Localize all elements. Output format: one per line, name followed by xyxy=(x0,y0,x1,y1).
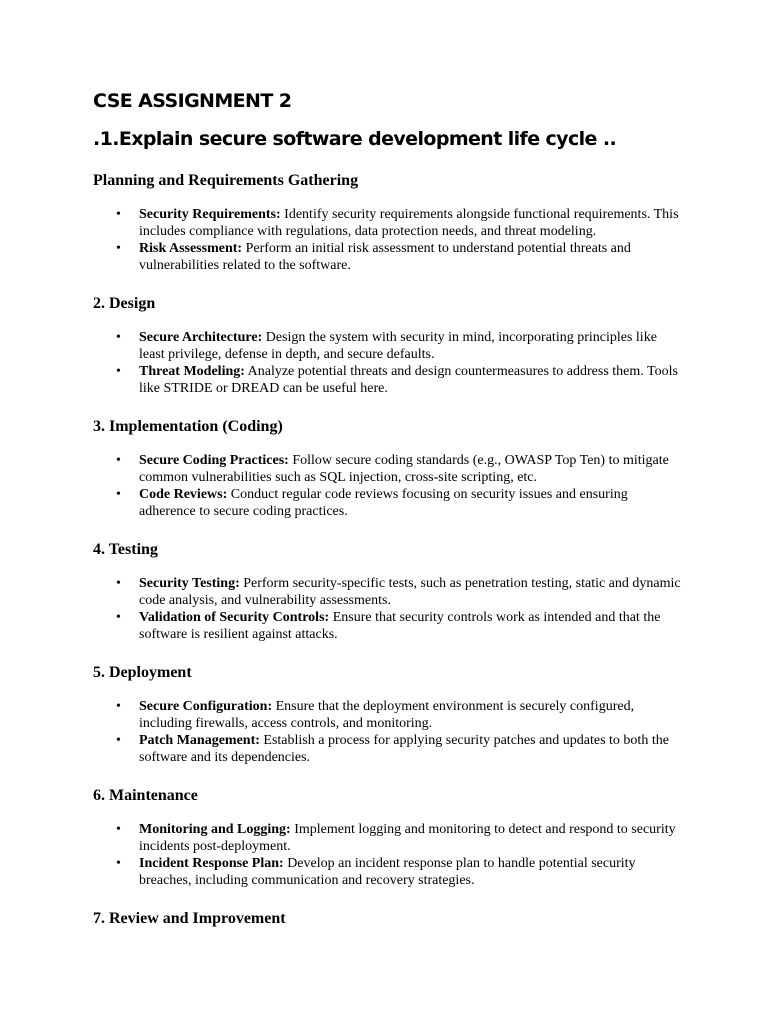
bullet-item xyxy=(93,486,683,520)
bullet-item xyxy=(93,855,683,889)
bullet-text: Implement logging and monitoring to detect and respond to security incidents post-deployment. xyxy=(139,822,676,854)
document-section xyxy=(93,660,683,766)
section-heading: 6. Maintenance xyxy=(93,787,198,804)
bullet-text: Identify security requirements alongside functional requirements. This includes compliance with regulations, data protection needs, and threat modeling. xyxy=(139,207,679,239)
bullet-term: Patch Management: xyxy=(139,733,260,748)
bullet-icon: • xyxy=(116,733,121,748)
document-title: CSE ASSIGNMENT 2 xyxy=(93,90,292,112)
bullet-icon: • xyxy=(116,364,121,379)
bullet-icon: • xyxy=(116,576,121,591)
bullet-item xyxy=(93,821,683,855)
document-section xyxy=(93,537,683,643)
bullet-list xyxy=(93,206,683,274)
bullet-icon: • xyxy=(116,241,121,256)
bullet-term: Security Testing: xyxy=(139,576,240,591)
bullet-term: Secure Architecture: xyxy=(139,330,263,345)
bullet-icon: • xyxy=(116,487,121,502)
section-heading: 2. Design xyxy=(93,295,156,312)
bullet-term: Secure Configuration: xyxy=(139,699,273,714)
bullet-list xyxy=(93,329,683,397)
bullet-term: Validation of Security Controls: xyxy=(139,610,330,625)
bullet-term: Risk Assessment: xyxy=(139,241,243,256)
bullet-text: Analyze potential threats and design countermeasures to address them. Tools like STRIDE or DREAD can be useful here. xyxy=(139,364,678,396)
section-heading: 3. Implementation (Coding) xyxy=(93,418,283,435)
bullet-text: Conduct regular code reviews focusing on security issues and ensuring adherence to secure coding practices. xyxy=(139,487,628,519)
bullet-item xyxy=(93,452,683,486)
bullet-icon: • xyxy=(116,822,121,837)
bullet-item xyxy=(93,575,683,609)
document-section xyxy=(93,414,683,520)
section-heading: Planning and Requirements Gathering xyxy=(93,172,359,189)
bullet-text: Follow secure coding standards (e.g., OWASP Top Ten) to mitigate common vulnerabilities such as SQL injection, cross-site scripting, etc. xyxy=(139,453,669,485)
question-heading: .1.Explain secure software development life cycle .. xyxy=(93,128,617,150)
document-section xyxy=(93,783,683,889)
bullet-term: Monitoring and Logging: xyxy=(139,822,291,837)
bullet-item xyxy=(93,363,683,397)
bullet-text: Ensure that the deployment environment is securely configured, including firewalls, access controls, and monitoring. xyxy=(139,699,635,731)
bullet-text: Design the system with security in mind, incorporating principles like least privilege, defense in depth, and secure defaults. xyxy=(139,330,657,362)
bullet-icon: • xyxy=(116,453,121,468)
bullet-item xyxy=(93,206,683,240)
bullet-icon: • xyxy=(116,610,121,625)
bullet-icon: • xyxy=(116,699,121,714)
bullet-text: Develop an incident response plan to handle potential security breaches, including communication and recovery strategies. xyxy=(139,856,636,888)
bullet-item xyxy=(93,698,683,732)
section-heading: 7. Review and Improvement xyxy=(93,910,286,927)
document-section xyxy=(93,906,683,931)
bullet-text: Perform an initial risk assessment to understand potential threats and vulnerabilities related to the software. xyxy=(139,241,631,273)
bullet-term: Secure Coding Practices: xyxy=(139,453,289,468)
bullet-text: Ensure that security controls work as intended and that the software is resilient against attacks. xyxy=(139,610,661,642)
bullet-item xyxy=(93,240,683,274)
bullet-icon: • xyxy=(116,856,121,871)
bullet-item xyxy=(93,609,683,643)
bullet-list xyxy=(93,821,683,889)
bullet-list xyxy=(93,698,683,766)
bullet-icon: • xyxy=(116,207,121,222)
bullet-term: Security Requirements: xyxy=(139,207,281,222)
bullet-term: Threat Modeling: xyxy=(139,364,245,379)
section-heading: 5. Deployment xyxy=(93,664,192,681)
bullet-icon: • xyxy=(116,330,121,345)
bullet-text: Establish a process for applying security patches and updates to both the software and its dependencies. xyxy=(139,733,669,765)
bullet-item xyxy=(93,732,683,766)
bullet-term: Code Reviews: xyxy=(139,487,228,502)
bullet-text: Perform security-specific tests, such as penetration testing, static and dynamic code analysis, and vulnerability assessments. xyxy=(139,576,681,608)
bullet-list xyxy=(93,575,683,643)
section-heading: 4. Testing xyxy=(93,541,158,558)
document-section xyxy=(93,291,683,397)
bullet-item xyxy=(93,329,683,363)
document-section xyxy=(93,168,683,274)
bullet-list xyxy=(93,452,683,520)
bullet-term: Incident Response Plan: xyxy=(139,856,284,871)
document-body xyxy=(93,168,683,931)
